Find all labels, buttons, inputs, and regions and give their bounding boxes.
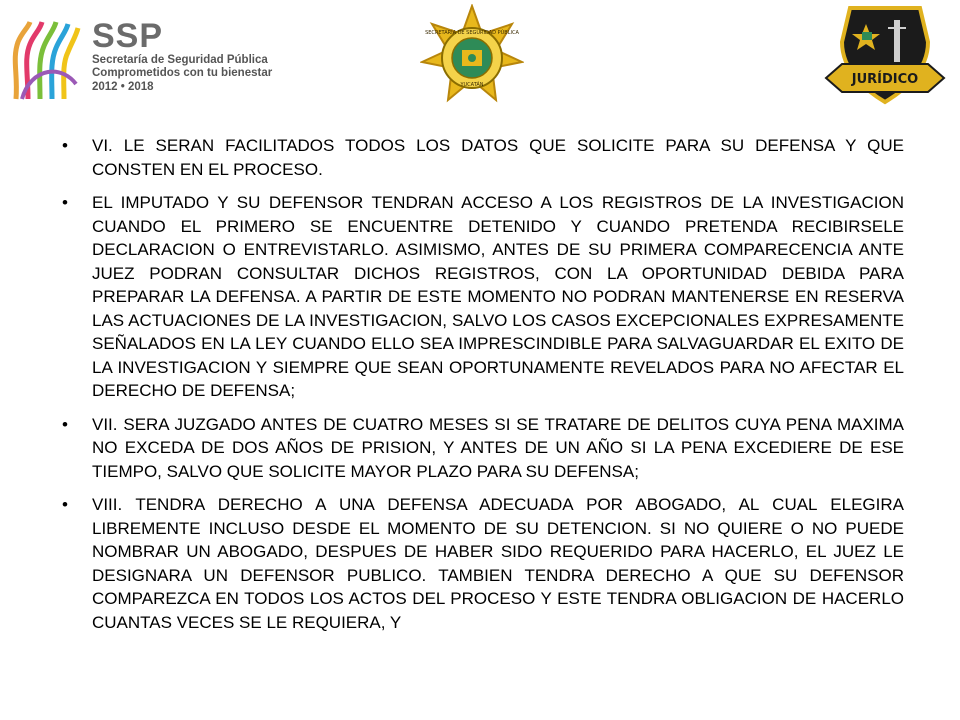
badge-ring-text: SECRETARÍA DE SEGURIDAD PÚBLICA: [425, 30, 519, 36]
list-item: [62, 493, 904, 634]
bullet-marker: •: [62, 136, 68, 155]
list-item-text: VI. LE SERAN FACILITADOS TODOS LOS DATOS QUE SOLICITE PARA SU DEFENSA Y QUE CONSTEN EN EL PROCESO.: [92, 136, 904, 179]
ssp-emblem-icon: [8, 14, 86, 104]
ssp-text-block: [92, 18, 272, 94]
ssp-line1: Secretaría de Seguridad Pública: [92, 54, 268, 66]
ssp-title: SSP: [92, 17, 164, 55]
list-item: [62, 134, 904, 181]
bullet-marker: •: [62, 414, 68, 434]
ssp-years: 2012 • 2018: [92, 81, 154, 93]
header: [0, 0, 960, 120]
bullet-marker: •: [62, 193, 68, 212]
ssp-logo: [8, 14, 273, 104]
list-item-text: EL IMPUTADO Y SU DEFENSOR TENDRAN ACCESO A LOS REGISTROS DE LA INVESTIGACION CUANDO EL PRIMERO SE ENCUENTRE DETENIDO Y CUANDO PRETENDA RECIBIRSELE DECLARACION O ENTREVISTARLO. ASIMISMO, ANTES DE SU PRIMERA COMPARECENCIA ANTE JUEZ PODRAN CONSULTAR DICHOS REGISTROS, CON LA OPORTUNIDAD DEBIDA PARA PREPARAR LA DEFENSA. A PARTIR DE ESTE MOMENTO NO PODRAN MANTENERSE EN RESERVA LAS ACTUACIONES DE LA INVESTIGACION, SALVO LOS CASOS EXCEPCIONALES EXPRESAMENTE SEÑALADOS EN LA LEY CUANDO ELLO SEA IMPRESCINDIBLE PARA SALVAGUARDAR EL EXITO DE LA INVESTIGACION Y SIEMPRE QUE SEAN OPORTUNAMENTE REVELADOS PARA NO AFECTAR EL DERECHO DE DEFENSA;: [92, 193, 904, 400]
content-body: [62, 134, 904, 644]
badge-bottom-text: YUCATÁN: [460, 82, 484, 88]
list-item-text: VIII. TENDRA DERECHO A UNA DEFENSA ADECUADA POR ABOGADO, AL CUAL ELEGIRA LIBREMENTE INCLUSO DESDE EL MOMENTO DE SU DETENCION. SI NO QUIERE O NO PUEDE NOMBRAR UN ABOGADO, DESPUES DE HABER SIDO REQUERIDO PARA HACERLO, EL JUEZ LE DESIGNARA UN DEFENSOR PUBLICO. TAMBIEN TENDRA DERECHO A QUE SU DEFENSOR COMPAREZCA EN TODOS LOS ACTOS DEL PROCESO Y ESTE TENDRA OBLIGACION DE HACERLO CUANTAS VECES SE LE REQUIERA, Y: [92, 495, 904, 632]
list-item-text: VII. SERA JUZGADO ANTES DE CUATRO MESES SI SE TRATARE DE DELITOS CUYA PENA MAXIMA NO EXCEDA DE DOS AÑOS DE PRISION, Y ANTES DE UN AÑO SI LA PENA EXCEDIERE DE ESE TIEMPO, SALVO QUE SOLICITE MAYOR PLAZO PARA SU DEFENSA;: [92, 414, 904, 481]
yucatan-police-star-badge-icon: [420, 4, 524, 108]
bullet-list: [62, 134, 904, 634]
badge-banner-text: JURÍDICO: [851, 72, 919, 87]
bullet-marker: •: [62, 495, 68, 514]
list-item: [62, 413, 904, 484]
list-item: [62, 191, 904, 403]
juridico-badge-icon: [822, 2, 948, 106]
ssp-line2: Comprometidos con tu bienestar: [92, 67, 273, 79]
